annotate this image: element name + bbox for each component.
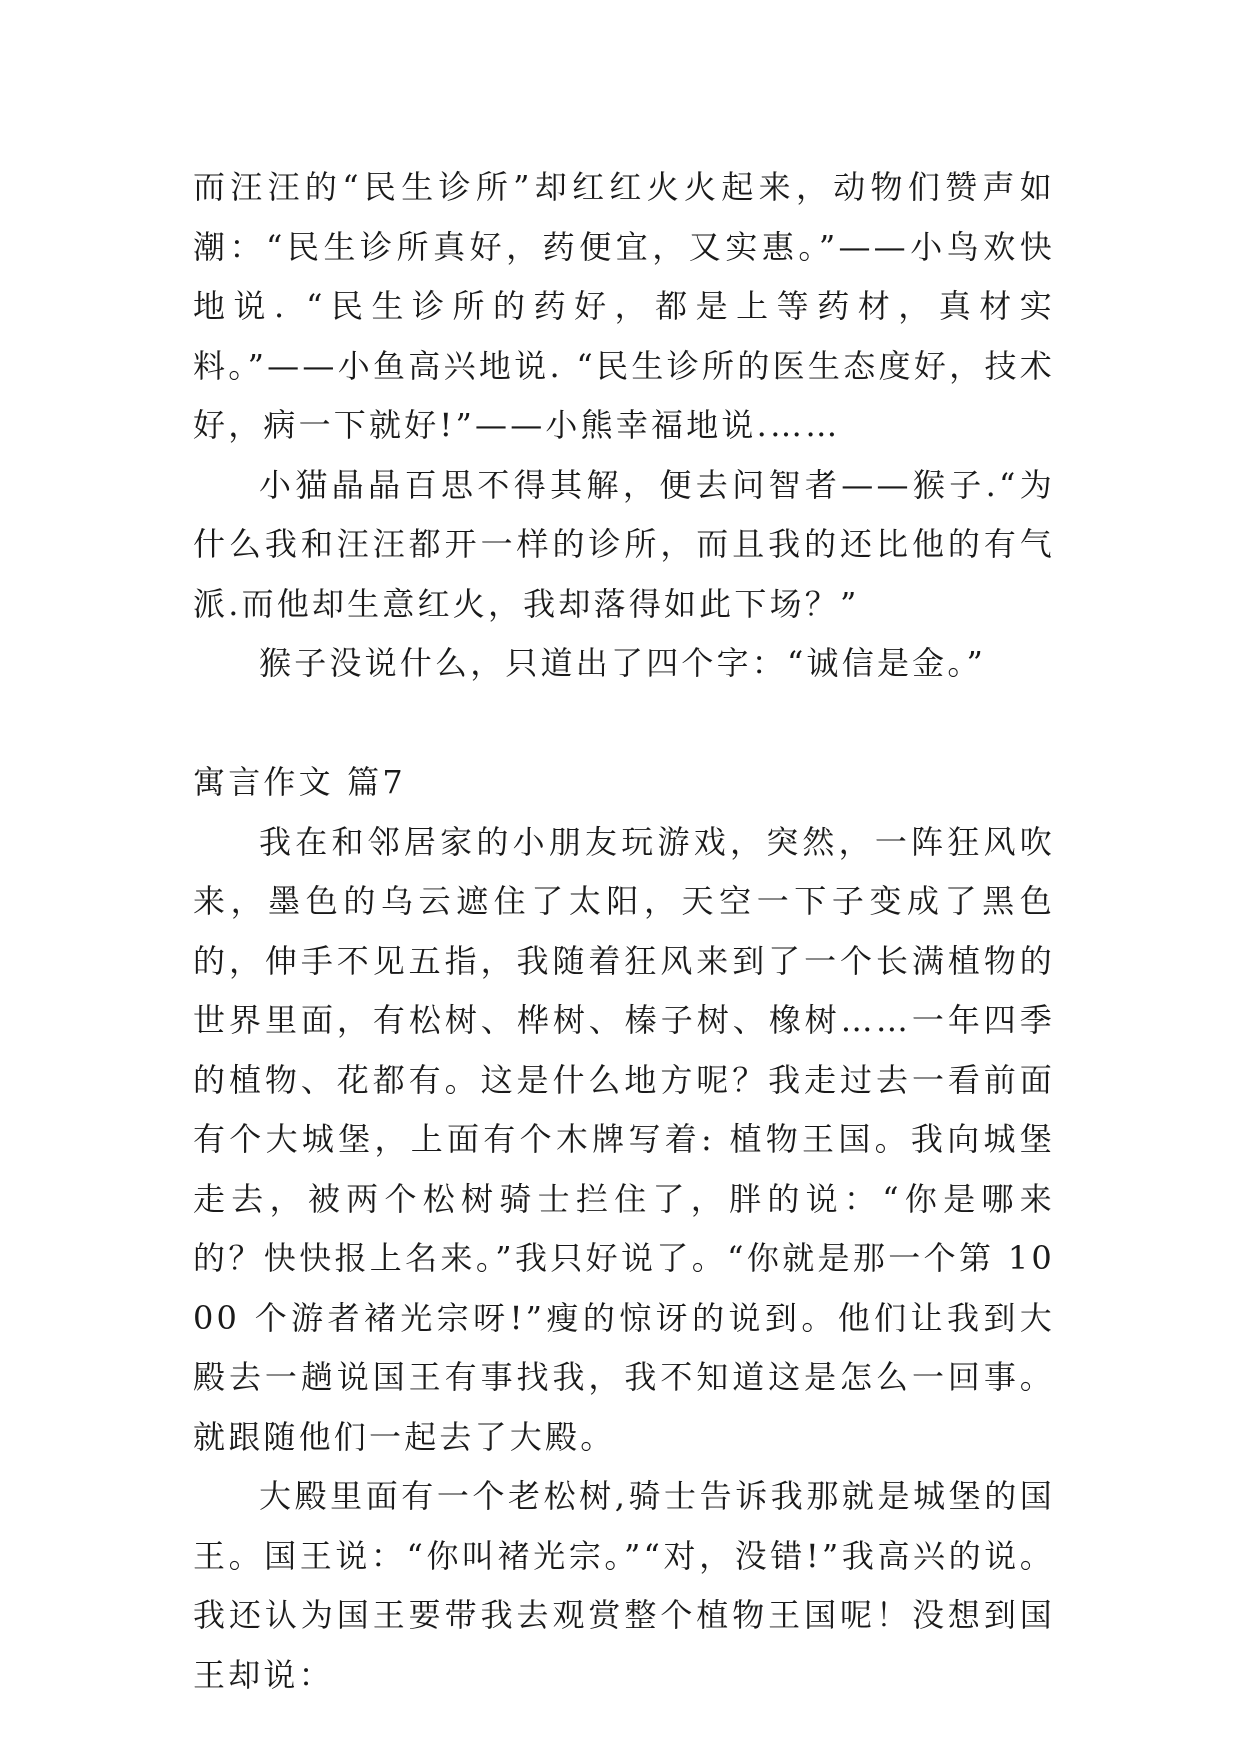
section-title: 寓言作文 篇7 <box>193 763 406 801</box>
paragraph-palace-king: 大殿里面有一个老松树,骑士告诉我那就是城堡的国王。国王说：“你叫褚光宗。”“对，没错!”我高兴的说。我还认为国王要带我去观赏整个植物王国呢！没想到国王却说： <box>193 1477 1055 1694</box>
section-spacer <box>193 694 1055 754</box>
paragraph-plant-kingdom: 我在和邻居家的小朋友玩游戏，突然，一阵狂风吹来，墨色的乌云遮住了太阳，天空一下子变成了黑色的，伸手不见五指，我随着狂风来到了一个长满植物的世界里面，有松树、桦树、榛子树、橡树……一年四季的植物、花都有。这是什么地方呢？我走过去一看前面有个大城堡，上面有个木牌写着: 植物王国。我向城堡走去，被两个松树骑士拦住了，胖的说：“你是哪来的？快快报上名来。”我只好说了。“你就是那一个第 1000 个游者褚光宗呀!”瘦的惊讶的说到。他们让我到大殿去一趟说国王有事找我，我不知道这是怎么一回事。就跟随他们一起去了大殿。 <box>193 822 1055 1456</box>
document-body <box>193 158 1055 1705</box>
paragraph-monkey-answer: 猴子没说什么，只道出了四个字：“诚信是金。” <box>259 644 987 682</box>
paragraph-cat-question: 小猫晶晶百思不得其解，便去问智者——猴子.“为什么我和汪汪都开一样的诊所，而且我的还比他的有气派.而他却生意红火，我却落得如此下场？” <box>193 465 1055 623</box>
paragraph-clinic-praise: 而汪汪的“民生诊所”却红红火火起来，动物们赞声如潮：“民生诊所真好，药便宜，又实惠。”——小鸟欢快地说. “民生诊所的药好，都是上等药材，真材实料。”——小鱼高兴地说. “民生诊所的医生态度好，技术好，病一下就好!”——小熊幸福地说.…… <box>193 168 1055 444</box>
